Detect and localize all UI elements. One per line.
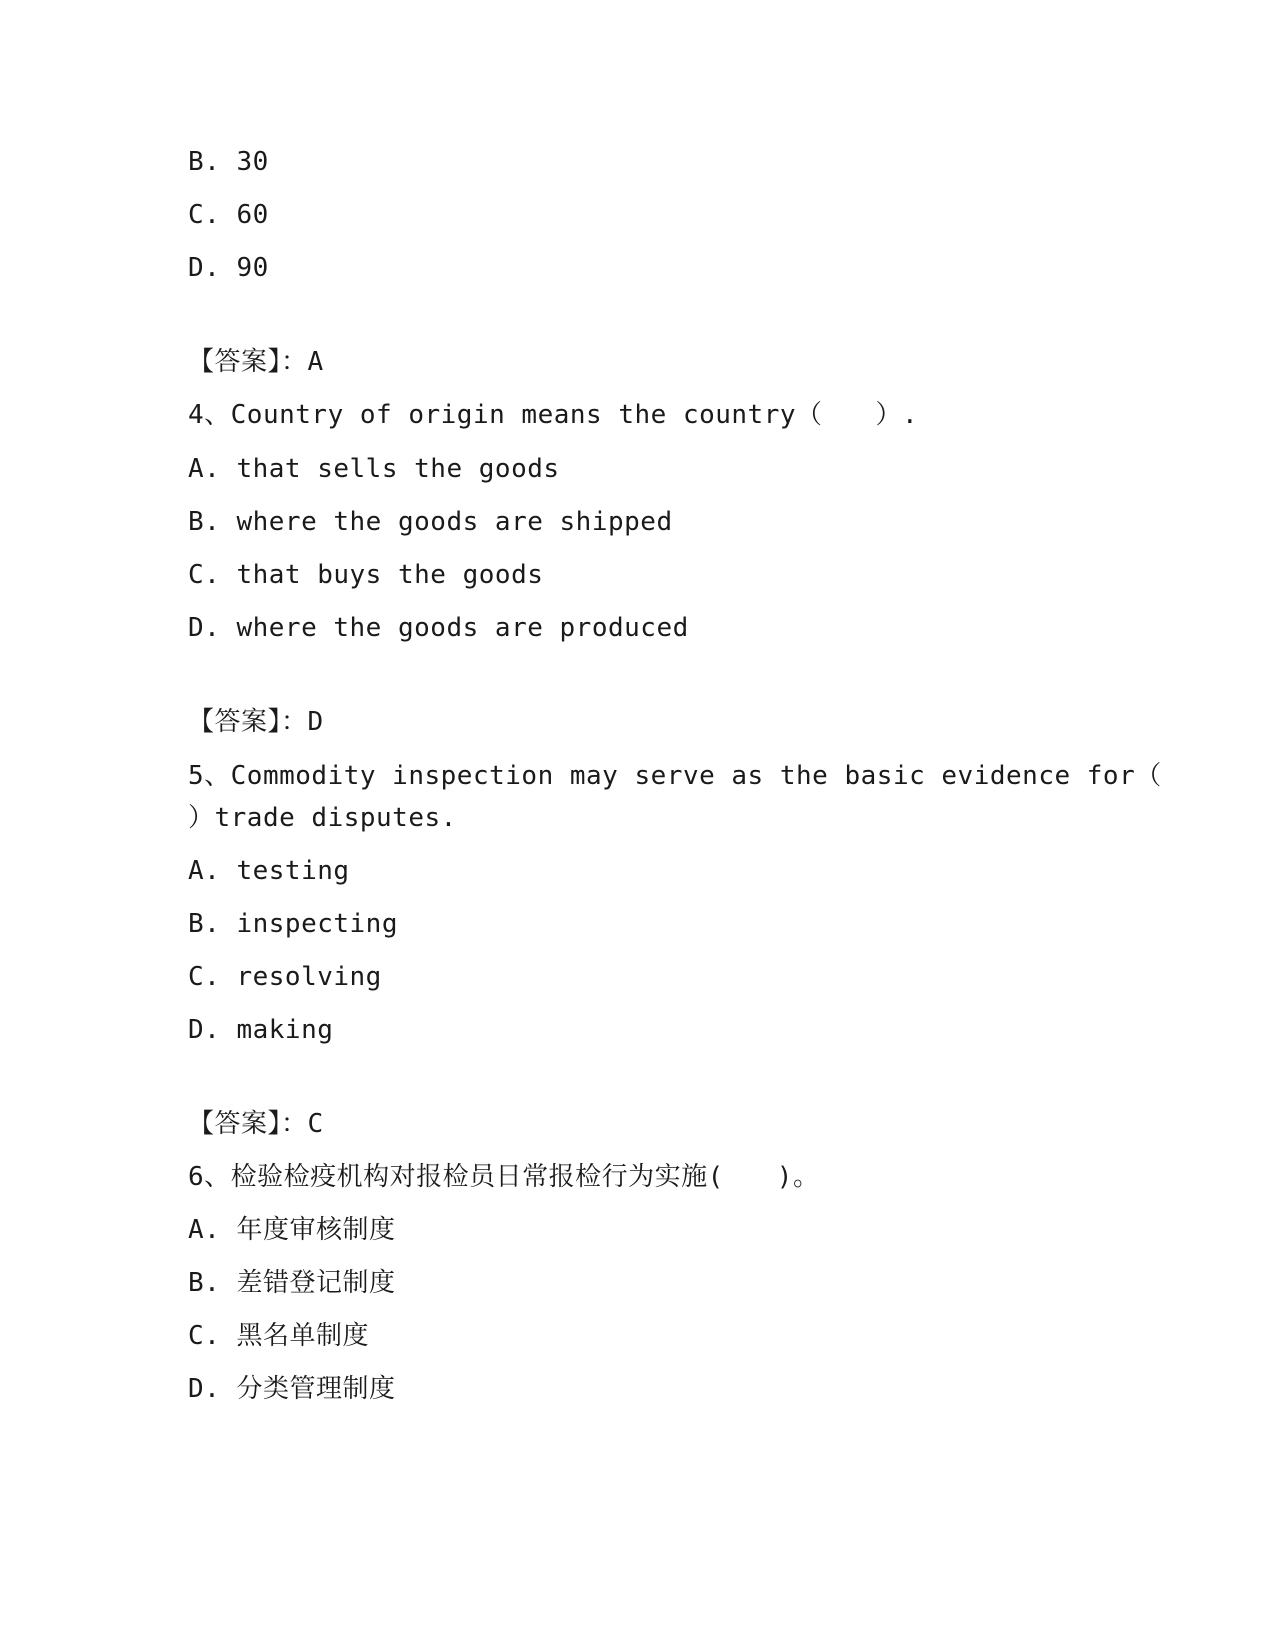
q3-option-c: C. 60 bbox=[188, 200, 269, 230]
q6-question: 6、检验检疫机构对报检员日常报检行为实施( )。 bbox=[188, 1162, 820, 1192]
q4-option-d: D. where the goods are produced bbox=[188, 613, 689, 643]
q3-answer: 【答案】：A bbox=[188, 347, 324, 377]
q3-option-b: B. 30 bbox=[188, 147, 269, 177]
q6-option-b: B. 差错登记制度 bbox=[188, 1268, 396, 1298]
q4-option-b: B. where the goods are shipped bbox=[188, 507, 673, 537]
q5-option-c: C. resolving bbox=[188, 962, 382, 992]
q4-question: 4、Country of origin means the country（ ）. bbox=[188, 400, 919, 430]
q6-option-d: D. 分类管理制度 bbox=[188, 1374, 396, 1404]
q6-option-a: A. 年度审核制度 bbox=[188, 1215, 396, 1245]
q5-question-line1: 5、Commodity inspection may serve as the basic evidence for（ bbox=[188, 761, 1162, 791]
q3-option-d: D. 90 bbox=[188, 253, 269, 283]
q5-option-b: B. inspecting bbox=[188, 909, 398, 939]
q4-option-a: A. that sells the goods bbox=[188, 454, 560, 484]
q5-option-a: A. testing bbox=[188, 856, 350, 886]
q5-question-line2: ）trade disputes. bbox=[188, 803, 457, 833]
q5-option-d: D. making bbox=[188, 1015, 334, 1045]
q6-option-c: C. 黑名单制度 bbox=[188, 1321, 369, 1351]
q4-answer: 【答案】：D bbox=[188, 707, 324, 737]
q4-option-c: C. that buys the goods bbox=[188, 560, 544, 590]
q5-answer: 【答案】：C bbox=[188, 1109, 324, 1139]
